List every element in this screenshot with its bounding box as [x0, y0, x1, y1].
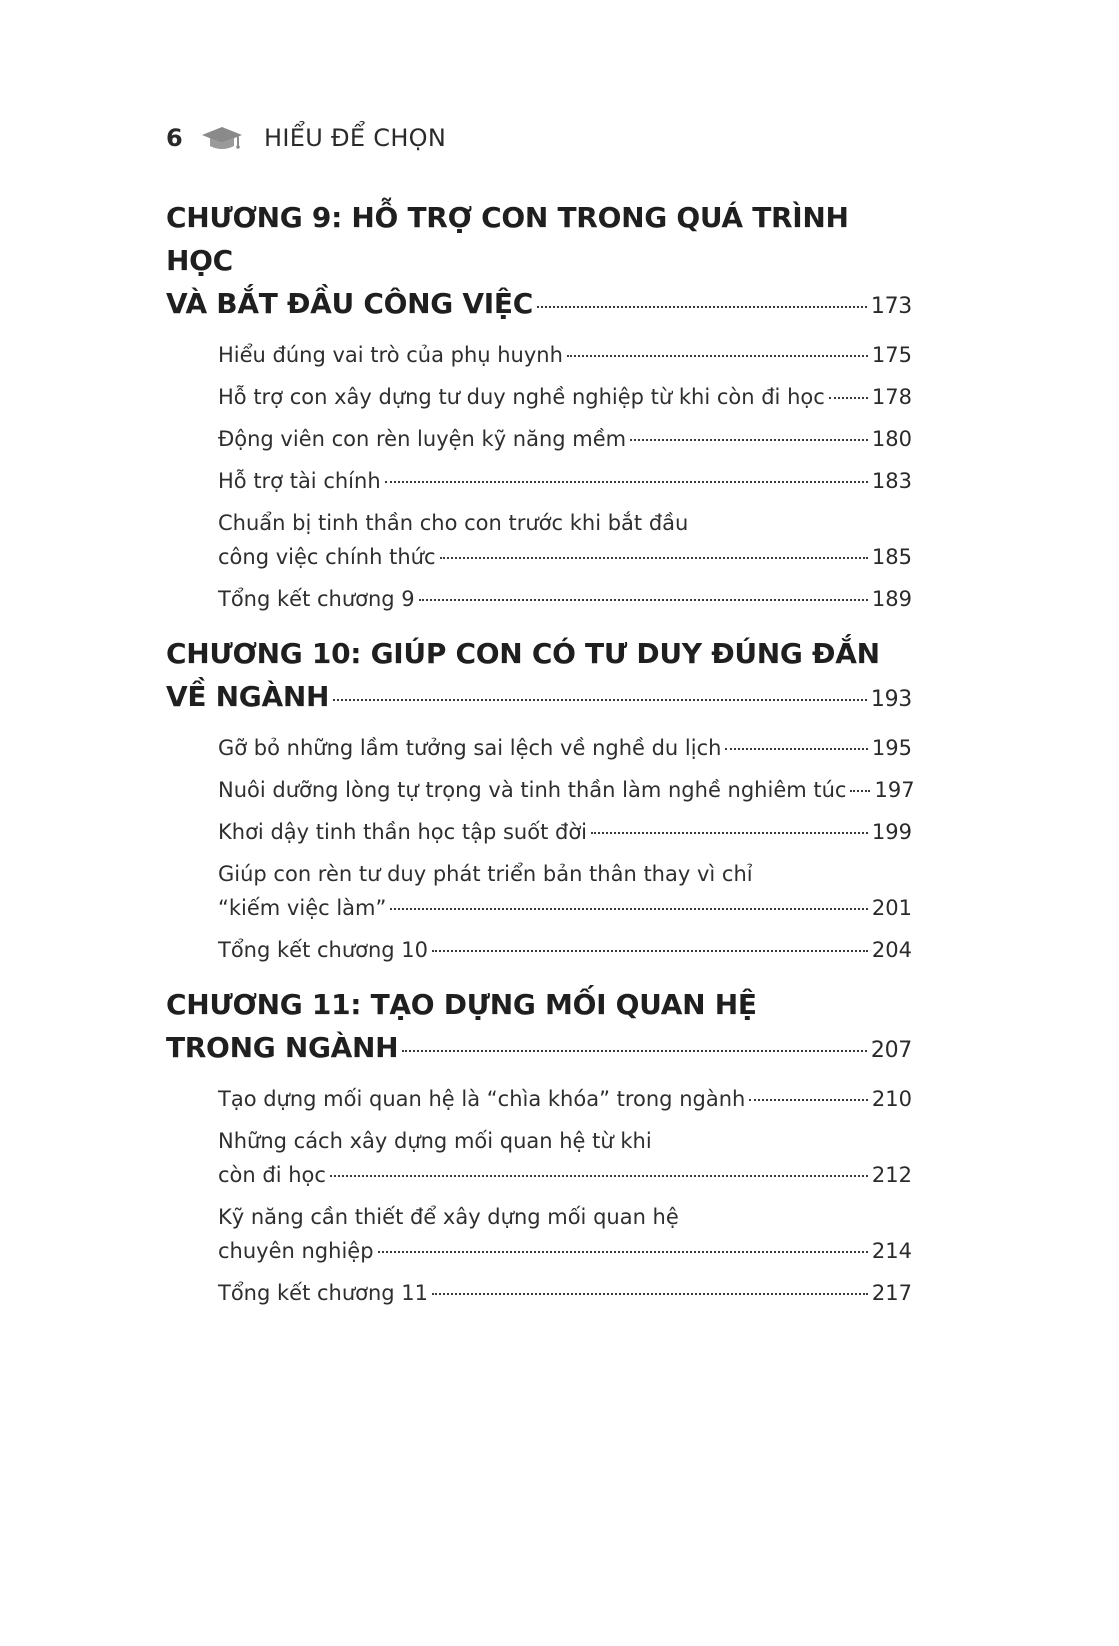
dot-leader [630, 439, 868, 441]
chapter-section [166, 632, 915, 967]
entry-page-number: 214 [871, 1239, 912, 1263]
toc-entry[interactable] [218, 815, 912, 849]
dot-leader [333, 699, 867, 701]
chapter-title-line: TRONG NGÀNH [166, 1031, 399, 1064]
dot-leader [591, 832, 868, 834]
entry-page-number: 201 [871, 896, 912, 920]
entry-leader-line [218, 1234, 912, 1268]
dot-leader [537, 306, 867, 308]
entry-page-number: 180 [871, 427, 912, 451]
entry-title: Nuôi dưỡng lòng tự trọng và tinh thần làm nghề nghiêm túc [218, 778, 847, 802]
dot-leader [330, 1175, 868, 1177]
entry-title: “kiếm việc làm” [218, 896, 387, 920]
toc-entry[interactable] [218, 464, 912, 498]
entry-title: Động viên con rèn luyện kỹ năng mềm [218, 427, 627, 451]
toc-entry[interactable] [218, 422, 912, 456]
dot-leader [567, 355, 868, 357]
section-list [218, 338, 912, 616]
entry-page-number: 217 [871, 1281, 912, 1305]
entry-leader-line [218, 891, 912, 925]
chapter-leader-line [166, 282, 912, 328]
entry-leader-line [218, 933, 912, 967]
entry-leader-line [218, 338, 912, 372]
entry-page-number: 204 [871, 938, 912, 962]
entry-page-number: 183 [871, 469, 912, 493]
dot-leader [385, 481, 868, 483]
entry-title-line: Chuẩn bị tinh thần cho con trước khi bắt đầu [218, 511, 689, 535]
entry-page-number: 197 [874, 778, 915, 802]
dot-leader [432, 1293, 868, 1295]
dot-leader [390, 908, 868, 910]
entry-title: còn đi học [218, 1163, 326, 1187]
entry-title: Tổng kết chương 11 [218, 1281, 429, 1305]
toc-entry[interactable] [218, 380, 912, 414]
page-header [166, 120, 446, 156]
entry-leader-line [218, 540, 912, 574]
toc-entry[interactable] [218, 933, 912, 967]
entry-title-line: Kỹ năng cần thiết để xây dựng mối quan hệ [218, 1205, 679, 1229]
chapter-title-line: VÀ BẮT ĐẦU CÔNG VIỆC [166, 287, 533, 320]
chapter-section [166, 983, 912, 1310]
table-of-contents [166, 196, 915, 1326]
entry-leader-line [218, 380, 912, 414]
entry-leader-line [218, 773, 915, 807]
dot-leader [432, 950, 868, 952]
chapter-title[interactable] [166, 196, 912, 328]
entry-title: Tổng kết chương 9 [218, 587, 415, 611]
entry-title: Hiểu đúng vai trò của phụ huynh [218, 343, 563, 367]
entry-leader-line [218, 1158, 912, 1192]
dot-leader [749, 1099, 868, 1101]
entry-title: Hỗ trợ tài chính [218, 469, 381, 493]
entry-title-line: Những cách xây dựng mối quan hệ từ khi [218, 1129, 652, 1153]
dot-leader [725, 748, 867, 750]
toc-entry[interactable] [218, 1124, 912, 1192]
entry-title: Hỗ trợ con xây dựng tư duy nghề nghiệp từ khi còn đi học [218, 385, 825, 409]
toc-entry[interactable] [218, 857, 912, 925]
toc-entry[interactable] [218, 773, 915, 807]
dot-leader [378, 1251, 868, 1253]
entry-leader-line [218, 422, 912, 456]
entry-title: chuyên nghiệp [218, 1239, 374, 1263]
chapter-leader-line [166, 675, 912, 721]
entry-leader-line [218, 464, 912, 498]
entry-page-number: 178 [871, 385, 912, 409]
chapter-page-number: 193 [870, 687, 912, 712]
graduation-cap-icon [200, 123, 244, 153]
entry-title: Tạo dựng mối quan hệ là “chìa khóa” trong ngành [218, 1087, 746, 1111]
entry-leader-line [218, 1082, 912, 1116]
section-list [218, 731, 915, 967]
toc-entry[interactable] [218, 582, 912, 616]
chapter-title[interactable] [166, 983, 912, 1072]
chapter-page-number: 173 [870, 294, 912, 319]
chapter-title-line: CHƯƠNG 11: TẠO DỰNG MỐI QUAN HỆ [166, 988, 757, 1021]
toc-entry[interactable] [218, 1200, 912, 1268]
book-title: HIỂU ĐỂ CHỌN [264, 124, 447, 152]
toc-entry[interactable] [218, 1082, 912, 1116]
entry-leader-line [218, 1276, 912, 1310]
chapter-title-line: CHƯƠNG 10: GIÚP CON CÓ TƯ DUY ĐÚNG ĐẮN [166, 637, 880, 670]
entry-page-number: 185 [871, 545, 912, 569]
entry-page-number: 189 [871, 587, 912, 611]
chapter-section [166, 196, 912, 616]
chapter-leader-line [166, 1026, 912, 1072]
dot-leader [850, 790, 870, 792]
entry-page-number: 199 [871, 820, 912, 844]
entry-page-number: 195 [871, 736, 912, 760]
chapter-page-number: 207 [870, 1038, 912, 1063]
chapter-title-line: VỀ NGÀNH [166, 680, 330, 713]
dot-leader [829, 397, 868, 399]
chapter-title-line: CHƯƠNG 9: HỖ TRỢ CON TRONG QUÁ TRÌNH HỌC [166, 201, 849, 277]
toc-entry[interactable] [218, 338, 912, 372]
entry-page-number: 210 [871, 1087, 912, 1111]
entry-leader-line [218, 815, 912, 849]
chapter-title[interactable] [166, 632, 912, 721]
toc-entry[interactable] [218, 506, 912, 574]
dot-leader [419, 599, 868, 601]
entry-page-number: 175 [871, 343, 912, 367]
entry-title: công việc chính thức [218, 545, 436, 569]
dot-leader [440, 557, 868, 559]
entry-title: Tổng kết chương 10 [218, 938, 429, 962]
toc-entry[interactable] [218, 1276, 912, 1310]
toc-entry[interactable] [218, 731, 912, 765]
section-list [218, 1082, 912, 1310]
entry-leader-line [218, 731, 912, 765]
entry-leader-line [218, 582, 912, 616]
page-number: 6 [166, 124, 183, 152]
entry-title: Gỡ bỏ những lầm tưởng sai lệch về nghề du lịch [218, 736, 722, 760]
entry-title-line: Giúp con rèn tư duy phát triển bản thân thay vì chỉ [218, 862, 753, 886]
dot-leader [402, 1050, 867, 1052]
entry-page-number: 212 [871, 1163, 912, 1187]
entry-title: Khơi dậy tinh thần học tập suốt đời [218, 820, 588, 844]
